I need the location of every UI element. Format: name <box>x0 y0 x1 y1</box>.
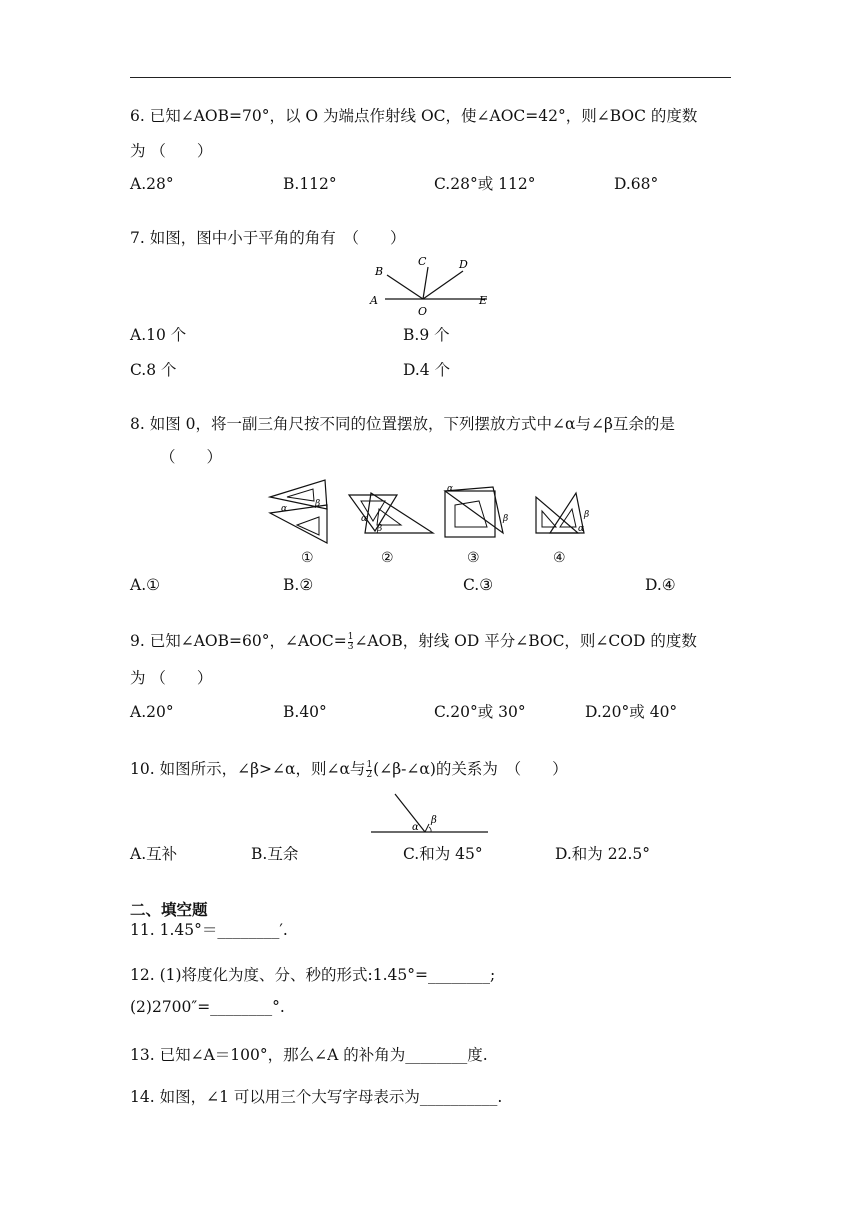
q9-option-a: A.20° <box>130 703 174 721</box>
q10-fraction-numerator: 1 <box>366 759 373 770</box>
q10-label-beta: β <box>431 815 437 826</box>
q6-option-d: D.68° <box>614 175 659 193</box>
q7-label-e: E <box>479 294 488 307</box>
q11-text: 11. 1.45°＝________′. <box>130 921 288 939</box>
q9-fraction <box>348 633 354 652</box>
svg-text:α: α <box>578 524 585 534</box>
svg-text:β: β <box>584 510 590 520</box>
q9-option-c: C.20°或 30° <box>434 703 526 721</box>
section-heading-fill-in: 二、填空题 <box>130 901 208 919</box>
q8-figure-1 <box>267 477 337 547</box>
q6-stem-line2: 为 （ ） <box>130 142 213 160</box>
q7-label-c: C <box>418 255 427 268</box>
q8-option-b: B.② <box>283 576 314 594</box>
q10-fraction-denominator: 2 <box>366 769 373 780</box>
svg-text:β: β <box>377 524 383 534</box>
header-rule <box>130 77 731 78</box>
q9-stem-line2: 为 （ ） <box>130 669 213 687</box>
q6-stem-line1: 6. 已知∠AOB=70°，以 O 为端点作射线 OC，使∠AOC=42°，则∠BOC 的度数 <box>130 107 698 125</box>
q10-stem <box>130 759 568 780</box>
q10-label-alpha: α <box>412 822 419 833</box>
q14-text: 14. 如图，∠1 可以用三个大写字母表示为__________. <box>130 1088 503 1106</box>
q7-label-a: A <box>370 294 378 307</box>
svg-text:β: β <box>503 514 509 524</box>
q10-stem-part2: (∠β-∠α)的关系为 （ ） <box>373 760 568 778</box>
q9-fraction-numerator: 1 <box>347 631 354 642</box>
svg-text:α: α <box>281 504 288 514</box>
q9-fraction-denominator: 3 <box>347 641 354 652</box>
q7-option-a: A.10 个 <box>130 326 187 344</box>
q12-line2: (2)2700″=________°. <box>130 998 285 1016</box>
q9-stem-line1 <box>130 631 697 652</box>
q9-option-b: B.40° <box>283 703 327 721</box>
q10-angle-figure <box>371 791 489 835</box>
q6-option-c: C.28°或 112° <box>434 175 536 193</box>
q7-label-o: O <box>418 305 428 318</box>
svg-text:β: β <box>315 499 321 509</box>
q8-figure-label-3: ③ <box>467 550 480 566</box>
q9-stem-part1: 9. 已知∠AOB=60°，∠AOC= <box>130 632 347 650</box>
q7-label-d: D <box>459 258 468 271</box>
q10-option-c: C.和为 45° <box>403 845 483 863</box>
q8-figure-2 <box>347 491 435 537</box>
q8-figure-label-2: ② <box>381 550 394 566</box>
q7-option-b: B.9 个 <box>403 326 450 344</box>
q8-figure-4 <box>534 489 594 535</box>
q8-figure-label-4: ④ <box>553 550 566 566</box>
q8-option-d: D.④ <box>645 576 676 594</box>
q7-label-b: B <box>375 265 384 278</box>
q8-figure-3 <box>443 481 515 541</box>
q13-text: 13. 已知∠A＝100°，那么∠A 的补角为________度. <box>130 1046 488 1064</box>
q10-option-a: A.互补 <box>130 845 178 863</box>
q10-fraction <box>366 761 372 780</box>
q7-option-c: C.8 个 <box>130 361 177 379</box>
q7-stem: 7. 如图，图中小于平角的角有 （ ） <box>130 229 406 247</box>
svg-text:α: α <box>361 514 368 524</box>
q8-stem-line2: （ ） <box>160 448 223 466</box>
q8-stem-line1: 8. 如图 0，将一副三角尺按不同的位置摆放，下列摆放方式中∠α与∠β互余的是 <box>130 415 675 433</box>
q9-stem-part2: ∠AOB，射线 OD 平分∠BOC，则∠COD 的度数 <box>354 632 697 650</box>
q6-option-b: B.112° <box>283 175 337 193</box>
q10-stem-part1: 10. 如图所示，∠β>∠α，则∠α与 <box>130 760 366 778</box>
q8-figure-label-1: ① <box>301 550 314 566</box>
q10-option-b: B.互余 <box>251 845 299 863</box>
q7-option-d: D.4 个 <box>403 361 451 379</box>
q9-option-d: D.20°或 40° <box>585 703 678 721</box>
q12-line1: 12. (1)将度化为度、分、秒的形式:1.45°=________; <box>130 966 496 984</box>
q10-option-d: D.和为 22.5° <box>555 845 650 863</box>
q6-option-a: A.28° <box>130 175 174 193</box>
q7-angle-figure <box>365 255 495 317</box>
q8-option-c: C.③ <box>463 576 494 594</box>
svg-text:α: α <box>447 484 454 494</box>
q8-option-a: A.① <box>130 576 161 594</box>
